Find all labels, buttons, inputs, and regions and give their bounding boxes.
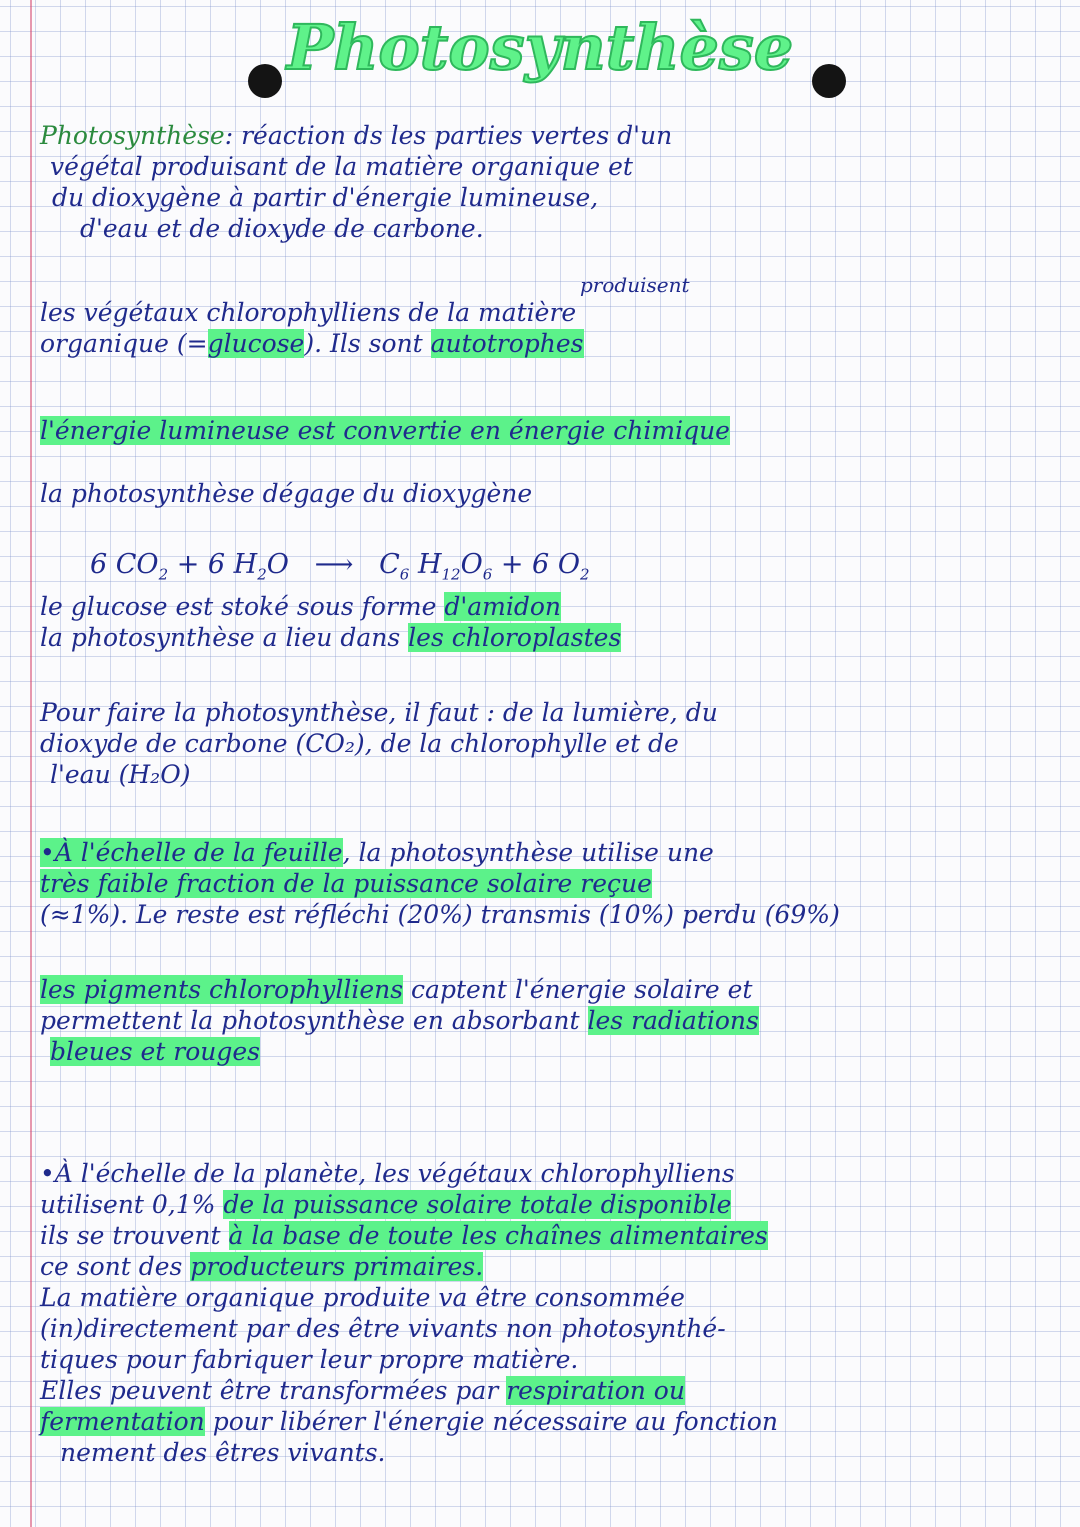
highlight-food-chains: à la base de toute les chaînes alimentaires bbox=[228, 1221, 768, 1250]
highlight-energy: l'énergie lumineuse est convertie en énergie chimique bbox=[40, 416, 730, 445]
eq-subscript: 6 bbox=[482, 565, 493, 584]
autotrophes-block bbox=[40, 273, 1050, 359]
requirements-block bbox=[40, 697, 1050, 790]
definition-term: Photosynthèse bbox=[40, 121, 225, 150]
definition-text: : réaction ds les parties vertes d'un bbox=[224, 121, 673, 150]
definition-line: du dioxygène à partir d'énergie lumineuse, bbox=[52, 183, 599, 212]
energy-line bbox=[40, 415, 1050, 446]
pigments-line bbox=[40, 1036, 1050, 1067]
requirements-line: dioxyde de carbone (CO₂), de la chlorophylle et de bbox=[40, 729, 679, 758]
planet-heading: •À l'échelle de la planète bbox=[40, 1159, 359, 1188]
equation-block bbox=[90, 549, 1080, 590]
planet-line bbox=[40, 1158, 1050, 1189]
eq-subscript: 12 bbox=[441, 565, 461, 584]
text-segment: permettent la photosynthèse en absorbant bbox=[40, 1006, 580, 1035]
leaf-line: (≈1%). Le reste est réfléchi (20%) transmis (10%) perdu (69%) bbox=[40, 900, 840, 929]
text-segment: ce sont des bbox=[40, 1252, 183, 1281]
eq-term: O bbox=[266, 549, 289, 580]
requirements-line: Pour faire la photosynthèse, il faut : de la lumière, du bbox=[40, 698, 718, 727]
planet-line bbox=[40, 1406, 1050, 1437]
photosynthesis-equation bbox=[90, 549, 1080, 590]
starch-line bbox=[40, 591, 1050, 622]
page-title: Photosynthèse bbox=[286, 11, 794, 84]
highlight-pigments: les pigments chlorophylliens bbox=[40, 975, 404, 1004]
reaction-arrow: ⟶ bbox=[314, 549, 354, 580]
energy-block bbox=[40, 415, 1050, 446]
definition-line: d'eau et de dioxyde de carbone. bbox=[80, 214, 484, 243]
definition-block bbox=[40, 120, 1050, 244]
planet-line: nement des êtres vivants. bbox=[60, 1438, 386, 1467]
highlight-chloroplastes: les chloroplastes bbox=[408, 623, 622, 652]
text-segment: le glucose est stoké sous forme bbox=[40, 592, 437, 621]
eq-term: 6 CO bbox=[90, 549, 159, 580]
planet-line bbox=[40, 1220, 1050, 1251]
text-segment: ils se trouvent bbox=[40, 1221, 221, 1250]
highlight-respiration: respiration ou bbox=[506, 1376, 685, 1405]
text-segment: , la photosynthèse utilise une bbox=[342, 838, 714, 867]
highlight-radiations: les radiations bbox=[587, 1006, 759, 1035]
pigments-block bbox=[40, 974, 1050, 1067]
planet-line: tiques pour fabriquer leur propre matière. bbox=[40, 1345, 579, 1374]
leaf-block bbox=[40, 837, 1050, 930]
highlight-fermentation: fermentation bbox=[40, 1407, 205, 1436]
definition-line bbox=[40, 120, 1050, 151]
planet-block bbox=[40, 1158, 1050, 1468]
highlight-weak-fraction: très faible fraction de la puissance solaire reçue bbox=[40, 869, 652, 898]
definition-line: végétal produisant de la matière organique et bbox=[50, 152, 633, 181]
planet-line bbox=[40, 1251, 1050, 1282]
chloroplast-line bbox=[40, 622, 1050, 653]
text-segment: organique (= bbox=[40, 329, 208, 358]
eq-term: + 6 O bbox=[492, 549, 580, 580]
text-segment: la photosynthèse a lieu dans bbox=[40, 623, 401, 652]
leaf-line bbox=[40, 837, 1050, 868]
text-segment: pour libérer l'énergie nécessaire au fonction bbox=[204, 1407, 778, 1436]
highlight-autotrophes: autotrophes bbox=[430, 329, 584, 358]
highlight-blue-red: bleues et rouges bbox=[50, 1037, 260, 1066]
planet-line bbox=[40, 1375, 1050, 1406]
text-segment: captent l'énergie solaire et bbox=[403, 975, 753, 1004]
autotrophes-line bbox=[40, 328, 1050, 359]
requirements-line: l'eau (H₂O) bbox=[50, 760, 191, 789]
insertion-produisent: produisent bbox=[580, 273, 690, 297]
leaf-line bbox=[40, 868, 1050, 899]
planet-line bbox=[40, 1189, 1050, 1220]
text-segment: ). Ils sont bbox=[304, 329, 423, 358]
highlight-primary-producers: producteurs primaires. bbox=[190, 1252, 484, 1281]
eq-term: + 6 H bbox=[168, 549, 258, 580]
eq-subscript: 2 bbox=[579, 565, 590, 584]
text-segment: utilisent 0,1% bbox=[40, 1190, 216, 1219]
highlight-solar-power: de la puissance solaire totale disponible bbox=[223, 1190, 732, 1219]
margin-line bbox=[30, 0, 32, 1527]
eq-subscript: 2 bbox=[257, 565, 267, 584]
highlight-leaf-scale: •À l'échelle de la feuille bbox=[40, 838, 343, 867]
pigments-line bbox=[40, 974, 1050, 1005]
oxygen-line: la photosynthèse dégage du dioxygène bbox=[40, 479, 533, 508]
text-segment: , les végétaux chlorophylliens bbox=[358, 1159, 735, 1188]
eq-subscript: 6 bbox=[399, 565, 410, 584]
eq-term: H bbox=[417, 549, 442, 580]
highlight-amidon: d'amidon bbox=[444, 592, 562, 621]
storage-block bbox=[40, 591, 1050, 653]
planet-line: (in)directement par des être vivants non photosynthé- bbox=[40, 1314, 726, 1343]
autotrophes-line: les végétaux chlorophylliens de la matière bbox=[40, 298, 577, 327]
text-segment: Elles peuvent être transformées par bbox=[40, 1376, 499, 1405]
pigments-line bbox=[40, 1005, 1050, 1036]
eq-term: O bbox=[460, 549, 483, 580]
planet-line: La matière organique produite va être consommée bbox=[40, 1283, 685, 1312]
eq-subscript: 2 bbox=[158, 565, 169, 584]
eq-term: C bbox=[379, 549, 400, 580]
oxygen-block bbox=[40, 478, 1050, 509]
highlight-glucose: glucose bbox=[207, 329, 305, 358]
